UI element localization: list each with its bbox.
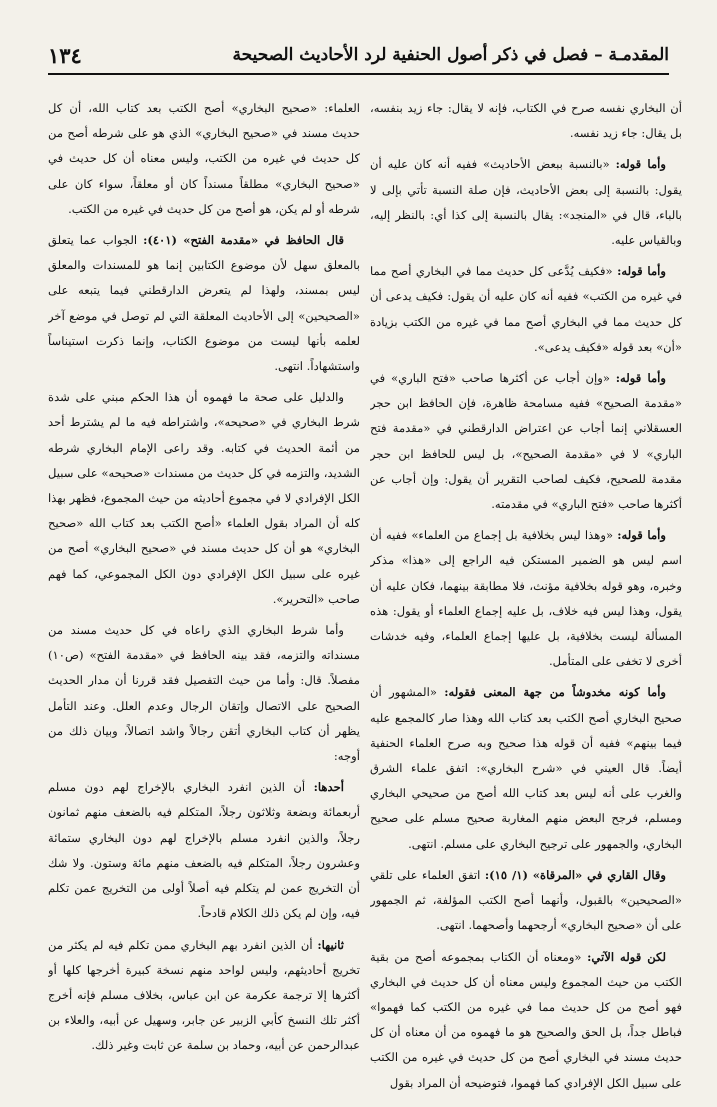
paragraph-text: «المشهور أن صحيح البخاري أصح الكتب بعد كتاب الله وهذا صار كالمجمع عليه فيما بينهم» ففيه أن قوله هذا صحيح وبه صرح العلماء الحنفية أيضاً. قال العيني في «شرح البخاري»: اتفق علماء الشرق والغرب على أنه ليس بعد كتاب الله أصح من صحيحي البخاري ومسلم، فرجح البعض منهم المغاربة صحيح مسلم على صحيح البخاري، والجمهور على ترجيح البخاري على مسلم. انتهى.: [370, 685, 682, 851]
paragraph-text: العلماء: «صحيح البخاري» أصح الكتب بعد كتاب الله، أن كل حديث مسند في «صحيح البخاري» الذي هو على شرطه أصح من كل حديث في غيره من الكتب، وليس معناه أن كل حديث في «صحيح البخاري» مطلقاً مسنداً كان أو معلقاً، سواء كان على شرطه أو لم يكن، هو أصح من كل حديث في غيره من الكتب.: [48, 101, 360, 216]
paragraph: [370, 863, 682, 939]
paragraph-text: «بالنسبة ببعض الأحاديث» ففيه أنه كان عليه أن يقول: بالنسبة إلى بعض الأحاديث، فإن صلة النسبة تأتي بإلى لا بالباء، قال في «المنجد»: يقال بالنسبة إلى كذا أي: بالنظر إليه، وبالقياس عليه.: [370, 157, 682, 248]
paragraph-text: «وإن أجاب عن أكثرها صاحب «فتح الباري» في «مقدمة الصحيح» ففيه مسامحة ظاهرة، فإن الحافظ ابن حجر العسقلاني إنما أجاب عن اعتراض الدارقطني في «مقدمة فتح الباري» لا في «مقدمة الصحيح»، بل ليس للحافظ ابن حجر مقدمة للصحيح، فكيف لصاحب التقرير أن يقول: وإن أجاب عن أكثرها صاحب «فتح الباري» في مقدمته.: [370, 371, 682, 512]
page-number: ١٣٤: [48, 42, 82, 68]
paragraph-lead: وأما قوله:: [615, 157, 666, 172]
paragraph: [48, 775, 360, 926]
paragraph: [48, 385, 360, 612]
paragraph: [48, 96, 360, 222]
running-title: المقدمـة – فصل في ذكر أصول الحنفية لرد الأحاديث الصحيحة: [232, 45, 669, 65]
paragraph-lead: ثانيها:: [317, 937, 345, 952]
paragraph-lead: وأما قوله:: [617, 528, 666, 543]
paragraph-lead: وأما قوله:: [617, 264, 666, 279]
paragraph-text: «فكيف يُدَّعى كل حديث مما في البخاري أصح مما في غيره من الكتب» ففيه أنه كان عليه أن يقول: فكيف يدعى أن كل حديث مما في البخاري أصح مما في غيره من الكتب بزيادة «أن» بعد قوله «فكيف يدعى».: [370, 264, 682, 354]
paragraph-lead: وقال القاري في «المرقاة» (١/ ١٥):: [484, 867, 666, 882]
paragraph: [370, 680, 682, 856]
paragraph: [370, 152, 682, 253]
paragraph: [48, 228, 360, 379]
right-column: [370, 96, 682, 1096]
paragraph-text: والدليل على صحة ما فهموه أن هذا الحكم مبني على شدة شرط البخاري في «صحيحه»، واشتراطه فيه ما لم يشترط أحد من أئمة الحديث في كتابه. وقد راعى الإمام البخاري شرطه الشديد، والتزمه في كل حديث من مسندات «صحيحه» على سبيل الكل الإفرادي لا في مجموع أحاديثه من حيث المجموع، فظهر بهذا كله أن المراد بقول العلماء «أصح الكتب بعد كتاب الله «صحيح البخاري» هو أن كل حديث مسند في «صحيح البخاري» أصح من غيره على سبيل الكل الإفرادي دون الكل المجموعي، كما فهم صاحب «التحرير».: [48, 390, 360, 606]
page-header: [48, 40, 669, 70]
paragraph-text: أن الذين انفرد البخاري بالإخراج لهم دون مسلم أربعمائة وبضعة وثلاثون رجلاً، المتكلم فيه بالضعف منهم ثمانون رجلاً، والذين انفرد مسلم بالإخراج لهم دون البخاري ستمائة وعشرون رجلاً، المتكلم فيه بالضعف منهم مائة وستون. ولا شك أن التخريج عمن لم يتكلم فيه أصلاً أولى من التخريج عمن تكلم فيه، وإن لم يكن ذلك الكلام قادحاً.: [48, 780, 360, 921]
header-rule: [48, 73, 669, 75]
paragraph-text: اتفق العلماء على تلقي «الصحيحين» بالقبول، وأنهما أصح الكتب المؤلفة، ثم الجمهور على أن «صحيح البخاري» أرجحهما وأصحهما. انتهى.: [370, 867, 682, 933]
paragraph-text: وأما شرط البخاري الذي راعاه في كل حديث مسند من مسنداته والتزمه، فقد بينه الحافظ في «مقدمة الفتح» (ص١٠) مفصلاً. قال: وأما من حيث التفصيل فقد قررنا أن مدار الحديث الصحيح على الاتصال وإتقان الرجال وعدم العلل. وعند التأمل يظهر أن كتاب البخاري أتقن رجالاً واشد اتصالاً، وبيان ذلك من أوجه:: [48, 623, 360, 764]
paragraph-lead: أحدها:: [313, 780, 345, 795]
paragraph: [48, 618, 360, 769]
paragraph-lead: لكن قوله الآتي:: [587, 949, 666, 964]
left-column: [48, 96, 360, 1096]
paragraph-text: أن البخاري نفسه صرح في الكتاب، فإنه لا يقال: جاء زيد بنفسه، بل يقال: جاء زيد نفسه.: [370, 101, 682, 141]
paragraph: [48, 933, 360, 1059]
paragraph-text: «وهذا ليس بخلافية بل إجماع من العلماء» ففيه أن اسم ليس هو الضمير المستكن فيه الراجع إلى «هذا» مذكر وخبره، وهو قوله بخلافية مؤنث، فلا مطابقة بينهما، فكان عليه أن يقول، وهذا ليس فيه خلاف، بل عليه إجماع العلماء أو يقول: هذه المسألة ليست بخلافية، بل عليها إجماع العلماء، وفيه خدشات أخرى لا تخفى على المتأمل.: [370, 528, 682, 669]
paragraph-lead: قال الحافظ في «مقدمة الفتح» (٤٠١):: [143, 233, 344, 248]
paragraph: [370, 945, 682, 1096]
paragraph-lead: وأما قوله:: [615, 371, 667, 386]
paragraph: [370, 96, 682, 146]
paragraph-text: «ومعناه أن الكتاب بمجموعه أصح من بقية الكتب من حيث المجموع وليس معناه أن كل حديث في البخاري فهو أصح من كل حديث مما في غيره من الكتب كما فهموا» فباطل جداً، بل الحق والصحيح هو ما فهموه من أن معناه أن كل حديث مسند في البخاري أصح من كل حديث في غيره من الكتب على سبيل الكل الإفرادي كما فهموا، فتوضيحه أن المراد بقول: [370, 949, 682, 1090]
paragraph-text: أن الذين انفرد بهم البخاري ممن تكلم فيه لم يكثر من تخريج أحاديثهم، وليس لواحد منهم نسخة كبيرة أخرجها كلها أو أكثرها إلا ترجمة عكرمة عن ابن عباس، بخلاف مسلم فإنه أخرج أكثر تلك النسخ كأبي الزبير عن جابر، وسهيل عن أبيه، والعلاء بن عبدالرحمن عن أبيه، وحماد بن سلمة عن ثابت وغير ذلك.: [48, 937, 360, 1053]
paragraph: [370, 259, 682, 360]
paragraph-lead: وأما كونه مخدوشاً من جهة المعنى فقوله:: [444, 685, 667, 700]
paragraph: [370, 366, 682, 517]
paragraph: [370, 523, 682, 674]
paragraph-text: الجواب عما يتعلق بالمعلق سهل لأن موضوع الكتابين إنما هو للمسندات والمعلق ليس بمسند، ولهذا لم يتعرض الدارقطني فيما يتبعه على «الصحيحين» إلى الأحاديث المعلقة التي لم توصل في موضع آخر لعلمه بأنها ليست من موضوع الكتاب، وإنما ذكرت استيناساً واستشهاداً. انتهى.: [48, 233, 360, 374]
